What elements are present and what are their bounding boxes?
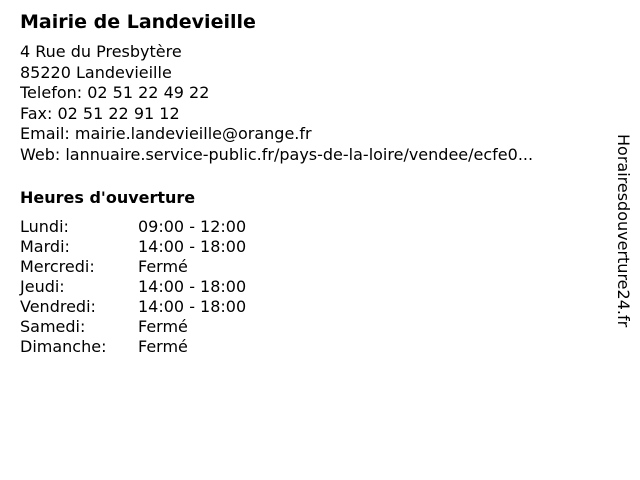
day-hours: Fermé (138, 257, 188, 276)
day-label: Mardi: (20, 237, 70, 256)
hours-row-sunday (20, 337, 246, 357)
address-street: 4 Rue du Presbytère (20, 42, 182, 61)
day-label: Dimanche: (20, 337, 107, 356)
day-hours: Fermé (138, 337, 188, 356)
opening-hours-heading: Heures d'ouverture (20, 188, 196, 207)
day-label: Lundi: (20, 217, 69, 236)
day-hours: 14:00 - 18:00 (138, 297, 247, 316)
day-hours: 14:00 - 18:00 (138, 237, 247, 256)
hours-row-friday (20, 297, 246, 317)
hours-row-tuesday (20, 237, 246, 257)
brand-watermark-text: Horairesdouverture24.fr (614, 134, 633, 328)
web-line: Web: lannuaire.service-public.fr/pays-de-la-loire/vendee/ecfe0... (20, 144, 534, 164)
hours-row-monday (20, 217, 246, 237)
hours-row-thursday (20, 277, 246, 297)
address-city: 85220 Landevieille (20, 62, 172, 82)
day-label: Vendredi: (20, 297, 96, 316)
business-card (20, 10, 600, 357)
opening-hours-table (20, 217, 246, 357)
day-label: Jeudi: (20, 277, 65, 296)
hours-row-saturday (20, 317, 246, 337)
day-hours: Fermé (138, 317, 188, 336)
email-line: Email: mairie.landevieille@orange.fr (20, 124, 312, 143)
day-label: Mercredi: (20, 257, 95, 276)
fax-line: Fax: 02 51 22 91 12 (20, 103, 180, 123)
day-hours: 09:00 - 12:00 (138, 217, 247, 236)
day-hours: 14:00 - 18:00 (138, 277, 247, 296)
phone-line: Telefon: 02 51 22 49 22 (20, 83, 210, 102)
hours-row-wednesday (20, 257, 246, 277)
business-title: Mairie de Landevieille (20, 11, 256, 33)
day-label: Samedi: (20, 317, 86, 336)
